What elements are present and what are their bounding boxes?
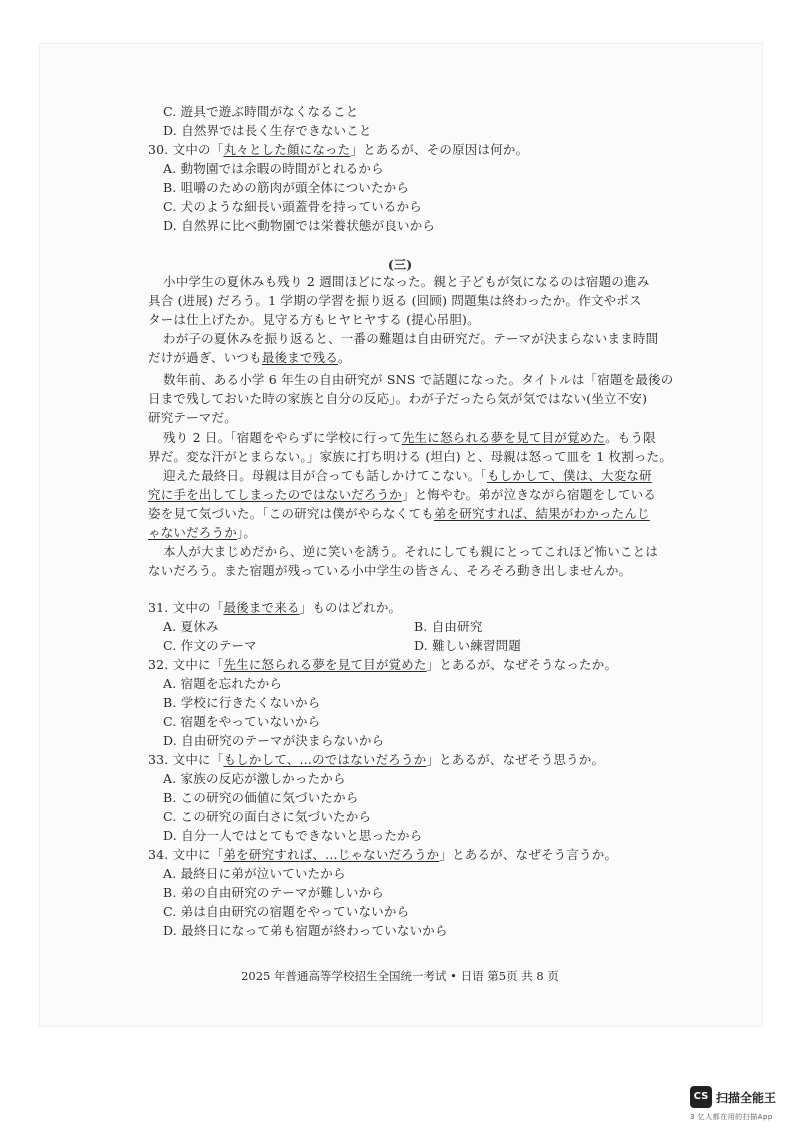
q32-option-d: D. 自由研究のテーマが決まらないから	[163, 733, 385, 748]
passage-p2-line2	[148, 349, 351, 367]
passage-p1-line1: 小中学生の夏休みも残り 2 週間ほどになった。親と子どもが気になるのは宿題の進み	[163, 274, 650, 289]
q31-stem-post: 」ものはどれか。	[299, 600, 402, 615]
passage-p4-line2: 界だ。変な汗がとまらない。」家族に打ち明ける (坦白) と、母親は怒って皿を 1 枚割った。	[148, 449, 673, 464]
q31-option-c: C. 作文のテーマ	[163, 638, 257, 653]
q33-option-d: D. 自分一人ではとてもできないと思ったから	[163, 828, 423, 843]
q31-option-b: B. 自由研究	[414, 619, 483, 634]
passage-p2-line2-pre: だけが過ぎ、いつも	[148, 350, 262, 365]
scanner-brand-name: 扫描全能王	[716, 1090, 777, 1105]
passage-p1-line3: ターは仕上げたか。見守る方もヒヤヒヤする (提心吊胆)。	[148, 312, 480, 327]
passage-p4-line1-pre: 残り 2 日。「宿題をやらずに学校に行って	[163, 430, 402, 445]
q32-stem	[148, 656, 617, 674]
q32-option-a: A. 宿題を忘れたから	[163, 676, 283, 691]
passage-p5-line4	[148, 524, 256, 542]
passage-p6-line1: 本人が大まじめだから、逆に笑いを誘う。それにしても親にとってこれほど怖いことは	[163, 544, 659, 559]
passage-p6-line2: ないだろう。また宿題が残っている小中学生の皆さん、そろそろ動き出しませんか。	[148, 563, 632, 578]
q31-option-a: A. 夏休み	[163, 619, 219, 634]
passage-underline-dream: 先生に怒られる夢を見て目が覚めた	[401, 430, 606, 445]
page-footer: 2025 年普通高等学校招生全国统一考试 • 日语 第5页 共 8 页	[241, 969, 559, 983]
q34-stem-pre: 34. 文中に「	[148, 847, 224, 862]
q30-stem-pre: 30. 文中の「	[148, 142, 224, 157]
q30-stem	[148, 141, 528, 159]
q32-option-b: B. 学校に行きたくないから	[163, 695, 321, 710]
q34-option-c: C. 弟は自由研究の宿題をやっていないから	[163, 904, 410, 919]
q34-option-b: B. 弟の自由研究のテーマが難しいから	[163, 885, 384, 900]
passage-p4-line1-post: 。もう限	[605, 430, 656, 445]
passage-p3-line2: 日まで残しておいた時の家族と自分の反応」。わが子だったら気が気ではない(坐立不安)	[148, 391, 648, 406]
q33-option-b: B. この研究の価値に気づいたから	[163, 790, 359, 805]
passage-p2-line2-post: 。	[338, 350, 351, 365]
passage-p1-line2: 具合 (进展) だろう。1 学期の学習を振り返る (回顾) 問題集は終わったか。作文やポス	[148, 293, 642, 308]
q33-stem-quote: もしかして、…のではないだろうか	[223, 752, 427, 767]
q33-stem-pre: 33. 文中に「	[148, 752, 224, 767]
q31-stem-quote: 最後まで来る	[223, 600, 300, 615]
q30-stem-quote: 丸々とした顔になった	[223, 142, 351, 157]
q34-option-d: D. 最終日になって弟も宿題が終わっていないから	[163, 923, 448, 938]
q30-option-d: D. 自然界に比べ動物園では栄養状態が良いから	[163, 218, 436, 233]
q33-stem	[148, 751, 604, 769]
passage-p5-line1	[163, 467, 652, 485]
q34-option-a: A. 最終日に弟が泣いていたから	[163, 866, 346, 881]
scanner-brand-row	[690, 1086, 786, 1108]
passage-p2-line1: わが子の夏休みを振り返ると、一番の難題は自由研究だ。テーマが決まらないまま時間	[163, 331, 659, 346]
passage-p4-line1	[163, 429, 656, 447]
q32-stem-post: 」とあるが、なぜそうなったか。	[426, 657, 618, 672]
section-heading: (三)	[387, 257, 413, 272]
passage-underline-brother-1: 弟を研究すれば、結果がわかったんじ	[433, 506, 650, 521]
q34-stem-quote: 弟を研究すれば、…じゃないだろうか	[223, 847, 440, 862]
q30-option-c: C. 犬のような細長い頭蓋骨を持っているから	[163, 199, 422, 214]
q33-stem-post: 」とあるが、なぜそう思うか。	[426, 752, 605, 767]
q31-option-d: D. 難しい練習問題	[414, 638, 522, 653]
q34-stem-post: 」とあるが、なぜそう言うか。	[439, 847, 618, 862]
passage-underline-maybe-1: もしかして、僕は、大変な研	[486, 468, 652, 483]
q33-option-a: A. 家族の反応が激しかったから	[163, 771, 346, 786]
q32-stem-pre: 32. 文中に「	[148, 657, 224, 672]
passage-p5-line3	[148, 505, 650, 523]
q33-option-c: C. この研究の面白さに気づいたから	[163, 809, 372, 824]
passage-underline-brother-2: ゃないだろうか	[148, 525, 237, 540]
passage-p3-line3: 研究テーマだ。	[148, 410, 237, 425]
q29-option-d: D. 自然界では長く生存できないこと	[163, 123, 372, 138]
q31-stem	[148, 599, 401, 617]
passage-p3-line1: 数年前、ある小学 6 年生の自由研究が SNS で話題になった。タイトルは「宿題を最後の	[163, 372, 674, 387]
q32-option-c: C. 宿題をやっていないから	[163, 714, 321, 729]
passage-p5-line2-post: 」と悔やむ。弟が泣きながら宿題をしている	[402, 487, 657, 502]
scanner-tagline: 3 亿人都在用的扫描App	[690, 1113, 773, 1121]
passage-p5-line1-pre: 迎えた最終日。母親は目が合っても話しかけてこない。「	[163, 468, 487, 483]
scanner-watermark	[690, 1086, 786, 1122]
q31-stem-pre: 31. 文中の「	[148, 600, 224, 615]
scanner-logo-icon: CS	[690, 1086, 712, 1108]
passage-p5-line4-post: 」。	[236, 525, 257, 540]
q34-stem	[148, 846, 617, 864]
q30-option-b: B. 咀嚼のための筋肉が頭全体についたから	[163, 180, 410, 195]
q32-stem-quote: 先生に怒られる夢を見て目が覚めた	[223, 657, 427, 672]
passage-p5-line3-pre: 姿を見て気づいた。「この研究は僕がやらなくても	[148, 506, 434, 521]
q30-stem-post: 」とあるが、その原因は何か。	[350, 142, 529, 157]
q29-option-c: C. 遊具で遊ぶ時間がなくなること	[163, 104, 359, 119]
passage-underline-last: 最後まで残る	[261, 350, 339, 365]
passage-p5-line2	[148, 486, 656, 504]
passage-underline-maybe-2: 究に手を出してしまったのではないだろうか	[148, 487, 403, 502]
q30-option-a: A. 動物園では余暇の時間がとれるから	[163, 161, 384, 176]
